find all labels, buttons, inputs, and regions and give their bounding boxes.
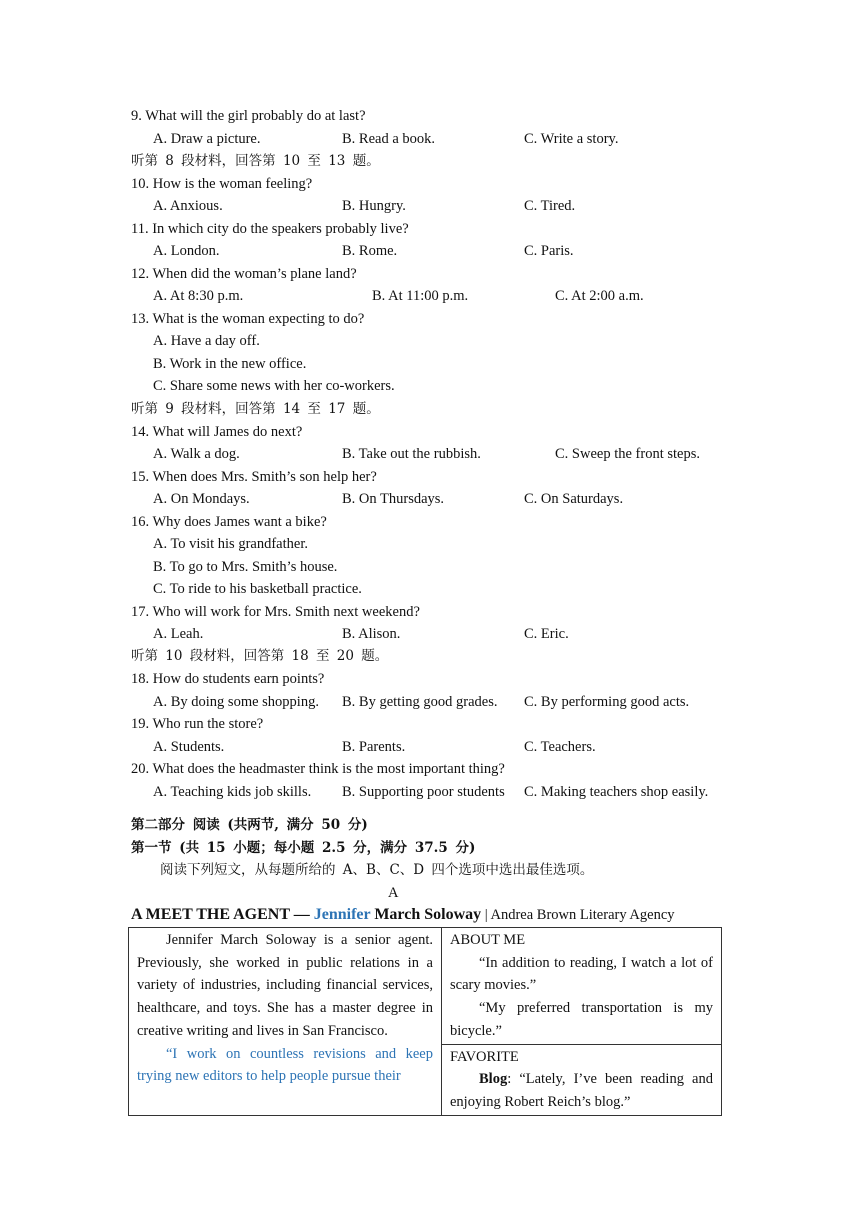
option-a: A. Teaching kids job skills. (153, 784, 312, 800)
option-c: C. Tired. (524, 198, 576, 214)
question-stem: 11. In which city do the speakers probably live? (131, 221, 409, 237)
option-c: C. Making teachers shop easily. (524, 784, 709, 800)
bio-paragraph: Jennifer March Soloway is a senior agent. Previously, she worked in public relations in a variety of industries, including financial services, healthcare, and toys. She has a master degree in creative writing and lives in San Francisco. (137, 932, 433, 1039)
option-b: B. To go to Mrs. Smith’s house. (153, 559, 338, 575)
question-stem: 13. What is the woman expecting to do? (131, 311, 365, 327)
passage-letter: A (388, 885, 399, 901)
question-stem: 16. Why does James want a bike? (131, 514, 327, 530)
section-instruction: 听第 8 段材料，回答第 10 至 13 题。 (131, 153, 380, 169)
option-b: B. Parents. (342, 739, 406, 755)
option-a: A. Anxious. (153, 198, 223, 214)
option-b: B. Work in the new office. (153, 356, 307, 372)
article-title (131, 906, 675, 924)
option-c: C. By performing good acts. (524, 694, 690, 710)
bio-cell (129, 928, 442, 1116)
option-b: B. Supporting poor students (342, 784, 505, 800)
option-c: C. Sweep the front steps. (555, 446, 700, 462)
option-a: A. To visit his grandfather. (153, 536, 308, 552)
option-b: B. Take out the rubbish. (342, 446, 481, 462)
option-c: C. Paris. (524, 243, 574, 259)
option-a: A. At 8:30 p.m. (153, 288, 244, 304)
option-c: C. Teachers. (524, 739, 596, 755)
title-agency: Andrea Brown Literary Agency (490, 907, 675, 923)
option-b: B. Read a book. (342, 131, 436, 147)
question-stem: 19. Who run the store? (131, 716, 264, 732)
section-instruction: 听第 9 段材料，回答第 14 至 17 题。 (131, 401, 380, 417)
title-prefix: A MEET THE AGENT — (131, 906, 314, 923)
agent-profile-table (128, 927, 722, 1116)
question-stem: 15. When does Mrs. Smith’s son help her? (131, 469, 377, 485)
option-c: C. Share some news with her co-workers. (153, 378, 395, 394)
question-stem: 20. What does the headmaster think is the most important thing? (131, 761, 505, 777)
question-stem: 14. What will James do next? (131, 424, 303, 440)
option-a: A. On Mondays. (153, 491, 250, 507)
option-b: B. On Thursdays. (342, 491, 445, 507)
part-heading: 第二部分 阅读 (共两节, 满分 50 分) (131, 817, 368, 833)
favorite-label: FAVORITE (450, 1048, 519, 1065)
about-item: “My preferred transportation is my bicycle.” (450, 1000, 713, 1039)
option-a: A. Draw a picture. (153, 131, 261, 147)
about-cell (442, 928, 722, 1045)
option-a: A. Students. (153, 739, 225, 755)
option-b: B. Alison. (342, 626, 401, 642)
blog-text: : “Lately, I’ve been reading and enjoying Robert Reich’s blog.” (450, 1071, 713, 1110)
favorite-cell (442, 1044, 722, 1115)
option-c: C. On Saturdays. (524, 491, 624, 507)
question-stem: 18. How do students earn points? (131, 671, 325, 687)
about-item: “In addition to reading, I watch a lot of scary movies.” (450, 954, 713, 994)
option-c: C. Eric. (524, 626, 569, 642)
question-stem: 17. Who will work for Mrs. Smith next weekend? (131, 604, 420, 620)
option-b: B. Rome. (342, 243, 398, 259)
question-stem: 12. When did the woman’s plane land? (131, 266, 357, 282)
option-a: A. London. (153, 243, 220, 259)
title-name-highlight: Jennifer (313, 906, 371, 923)
favorite-blog (450, 1068, 713, 1113)
option-c: C. Write a story. (524, 131, 619, 147)
option-b: B. By getting good grades. (342, 694, 498, 710)
option-c: C. To ride to his basketball practice. (153, 581, 362, 597)
option-b: B. At 11:00 p.m. (372, 288, 469, 304)
about-label: ABOUT ME (450, 932, 526, 948)
title-separator: | (481, 907, 491, 923)
blog-label: Blog (479, 1071, 508, 1088)
option-a: A. Leah. (153, 626, 204, 642)
option-c: C. At 2:00 a.m. (555, 288, 644, 304)
title-name-rest: March Soloway (370, 906, 482, 923)
section-instruction: 听第 10 段材料，回答第 18 至 20 题。 (131, 648, 389, 664)
option-a: A. Have a day off. (153, 333, 260, 349)
question-stem: 10. How is the woman feeling? (131, 176, 313, 192)
reading-instruction: 阅读下列短文，从每题所给的 A、B、C、D 四个选项中选出最佳选项。 (160, 862, 594, 878)
section-heading: 第一节 (共 15 小题；每小题 2.5 分，满分 37.5 分) (131, 840, 476, 856)
option-a: A. Walk a dog. (153, 446, 240, 462)
option-b: B. Hungry. (342, 198, 406, 214)
question-stem: 9. What will the girl probably do at last? (131, 108, 366, 124)
option-a: A. By doing some shopping. (153, 694, 319, 710)
quote-paragraph: “I work on countless revisions and keep trying new editors to help people pursue their (137, 1045, 433, 1085)
